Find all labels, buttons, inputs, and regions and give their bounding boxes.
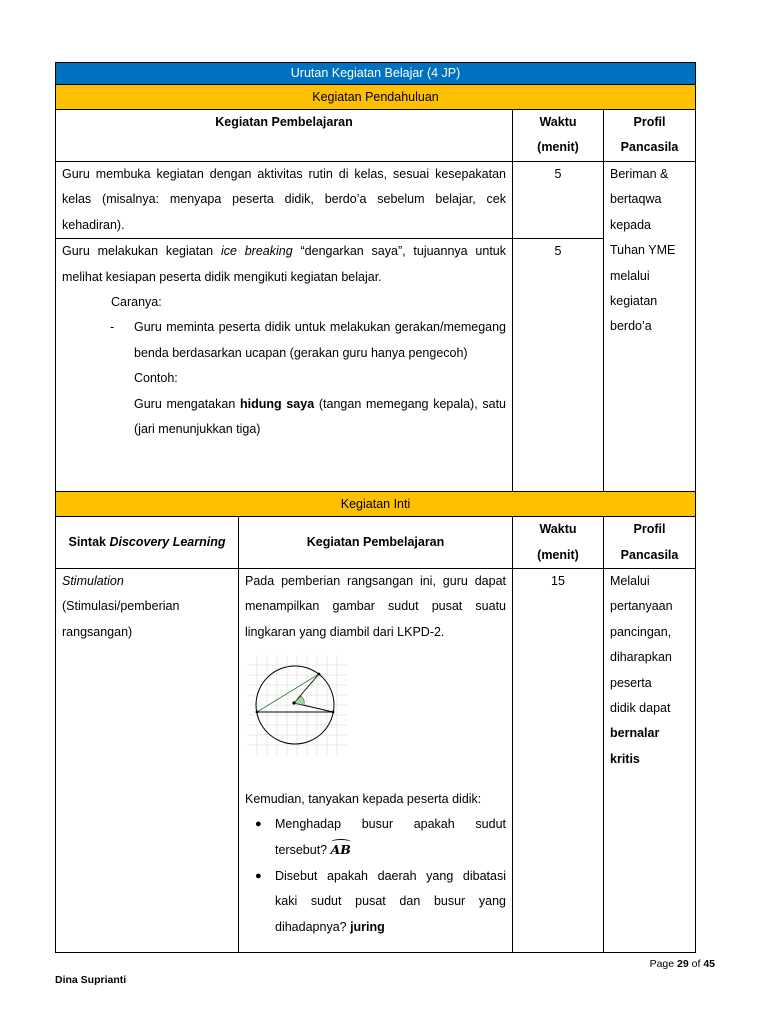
stimulation-time-cell: 15 <box>513 569 604 953</box>
example-text <box>62 392 506 443</box>
page-of-label: of <box>688 958 704 970</box>
ice-breaking-paragraph <box>62 239 506 290</box>
column-header-profile-line1: Profil <box>633 522 666 537</box>
syntax-name: Stimulation <box>62 574 124 589</box>
column-header-profile <box>604 517 696 569</box>
column-header-time-line2: (menit) <box>537 140 579 155</box>
author-name: Dina Suprianti <box>55 974 127 986</box>
arc-symbol <box>331 839 351 845</box>
text-span: Sintak <box>68 534 110 549</box>
text-span: Guru melakukan kegiatan <box>62 244 221 259</box>
profile-line: kegiatan <box>610 294 658 309</box>
italic-term: ice breaking <box>220 244 293 259</box>
bold-term: hidung saya <box>240 396 315 411</box>
stimulation-activity-cell <box>239 569 513 953</box>
step-text: Guru meminta peserta didik untuk melakukan gerakan/memegang benda berdasarkan ucapan (gerakan guru hanya pengecoh) <box>134 320 506 360</box>
answer-bold: juring <box>350 919 385 934</box>
list-item <box>245 864 506 940</box>
profile-line: peserta <box>610 675 652 690</box>
table-row <box>56 110 696 162</box>
column-header-syntax <box>56 517 239 569</box>
spacer <box>245 765 506 787</box>
table-row <box>56 162 696 239</box>
italic-term: Discovery Learning <box>109 534 226 549</box>
lesson-plan-table <box>55 62 696 953</box>
profile-line: Melalui <box>610 574 650 589</box>
stimulation-profile-cell <box>604 569 696 953</box>
dash-marker: - <box>110 320 115 335</box>
profile-line: diharapkan <box>610 650 672 665</box>
syntax-description: (Stimulasi/pemberian rangsangan) <box>62 599 180 639</box>
profile-line: kepada <box>610 217 652 232</box>
profile-line-bold: kritis <box>610 751 640 766</box>
central-angle-figure <box>247 655 347 755</box>
section-header-core: Kegiatan Inti <box>56 492 696 517</box>
intro-activity-cell: Guru membuka kegiatan dengan aktivitas rutin di kelas, sesuai kesepakatan kelas (misalnya: menyapa peserta didik, berdo’a sebelum belajar, cek kehadiran). <box>56 162 513 239</box>
page-current: 29 <box>677 958 689 970</box>
question-text: Disebut apakah daerah yang dibatasi kaki sudut pusat dan busur yang dihadapnya? <box>275 868 506 934</box>
table-row <box>56 517 696 569</box>
caranya-label: Caranya: <box>111 295 162 310</box>
column-header-time-line1: Waktu <box>539 115 577 129</box>
profile-line: berdo’a <box>610 319 652 334</box>
column-header-profile <box>604 110 696 162</box>
text-span: (tangan memegang kepala), satu (jari menunjukkan tiga) <box>134 396 507 437</box>
question-intro: Kemudian, tanyakan kepada peserta didik: <box>245 791 482 806</box>
profile-line: didik dapat <box>610 701 671 716</box>
profile-line: melalui <box>610 268 650 283</box>
point <box>256 711 259 714</box>
table-row <box>56 239 696 492</box>
text-span: “dengarkan saya”, tujuannya untuk melihat kesiapan peserta didik mengikuti kegiatan belajar. <box>62 244 506 284</box>
contoh-label: Contoh: <box>134 371 178 386</box>
question-list <box>245 812 506 940</box>
column-header-activity: Kegiatan Pembelajaran <box>56 110 513 162</box>
column-header-time-line1: Waktu <box>539 522 577 537</box>
center-point <box>292 702 295 705</box>
intro-profile-cell <box>604 162 696 492</box>
profile-line: Beriman & <box>610 167 669 181</box>
step-item <box>62 315 506 366</box>
figure-grid <box>247 655 347 755</box>
table-row <box>56 492 696 517</box>
column-header-time <box>513 110 604 162</box>
ice-breaking-time-cell: 5 <box>513 239 604 492</box>
point <box>332 711 335 714</box>
column-header-profile-line2: Pancasila <box>620 547 679 562</box>
arc-notation <box>331 837 351 862</box>
table-row <box>56 569 696 953</box>
page-number <box>600 958 715 970</box>
arc-label: AB <box>330 842 351 858</box>
table-row <box>56 85 696 110</box>
profile-line: Tuhan YME <box>610 243 676 258</box>
profile-line: pancingan, <box>610 624 672 639</box>
table-title: Urutan Kegiatan Belajar (4 JP) <box>56 63 696 85</box>
bullet-icon: ● <box>255 818 262 831</box>
profile-line-bold: bernalar <box>610 726 660 741</box>
page-label: Page <box>649 958 678 970</box>
stimulation-paragraph: Pada pemberian rangsangan ini, guru dapat menampilkan gambar sudut pusat suatu lingkaran yang diambil dari LKPD-2. <box>245 574 506 639</box>
table-row <box>56 63 696 85</box>
list-item <box>245 812 506 864</box>
radius-line <box>294 674 319 703</box>
stimulation-syntax-cell <box>56 569 239 953</box>
column-header-time-line2: (menit) <box>537 547 579 562</box>
page-total: 45 <box>703 958 715 970</box>
ice-breaking-cell <box>56 239 513 492</box>
text-span: Guru mengatakan <box>134 396 240 411</box>
bullet-icon: ● <box>255 869 262 882</box>
intro-time-cell: 5 <box>513 162 604 239</box>
column-header-activity: Kegiatan Pembelajaran <box>239 517 513 569</box>
column-header-profile-line2: Pancasila <box>620 140 679 155</box>
profile-line: pertanyaan <box>610 599 673 614</box>
column-header-profile-line1: Profil <box>633 115 666 129</box>
section-header-intro: Kegiatan Pendahuluan <box>56 85 696 110</box>
point <box>318 673 321 676</box>
profile-line: bertaqwa <box>610 192 662 207</box>
column-header-time <box>513 517 604 569</box>
question-text: Menghadap busur apakah sudut tersebut? <box>275 817 506 858</box>
